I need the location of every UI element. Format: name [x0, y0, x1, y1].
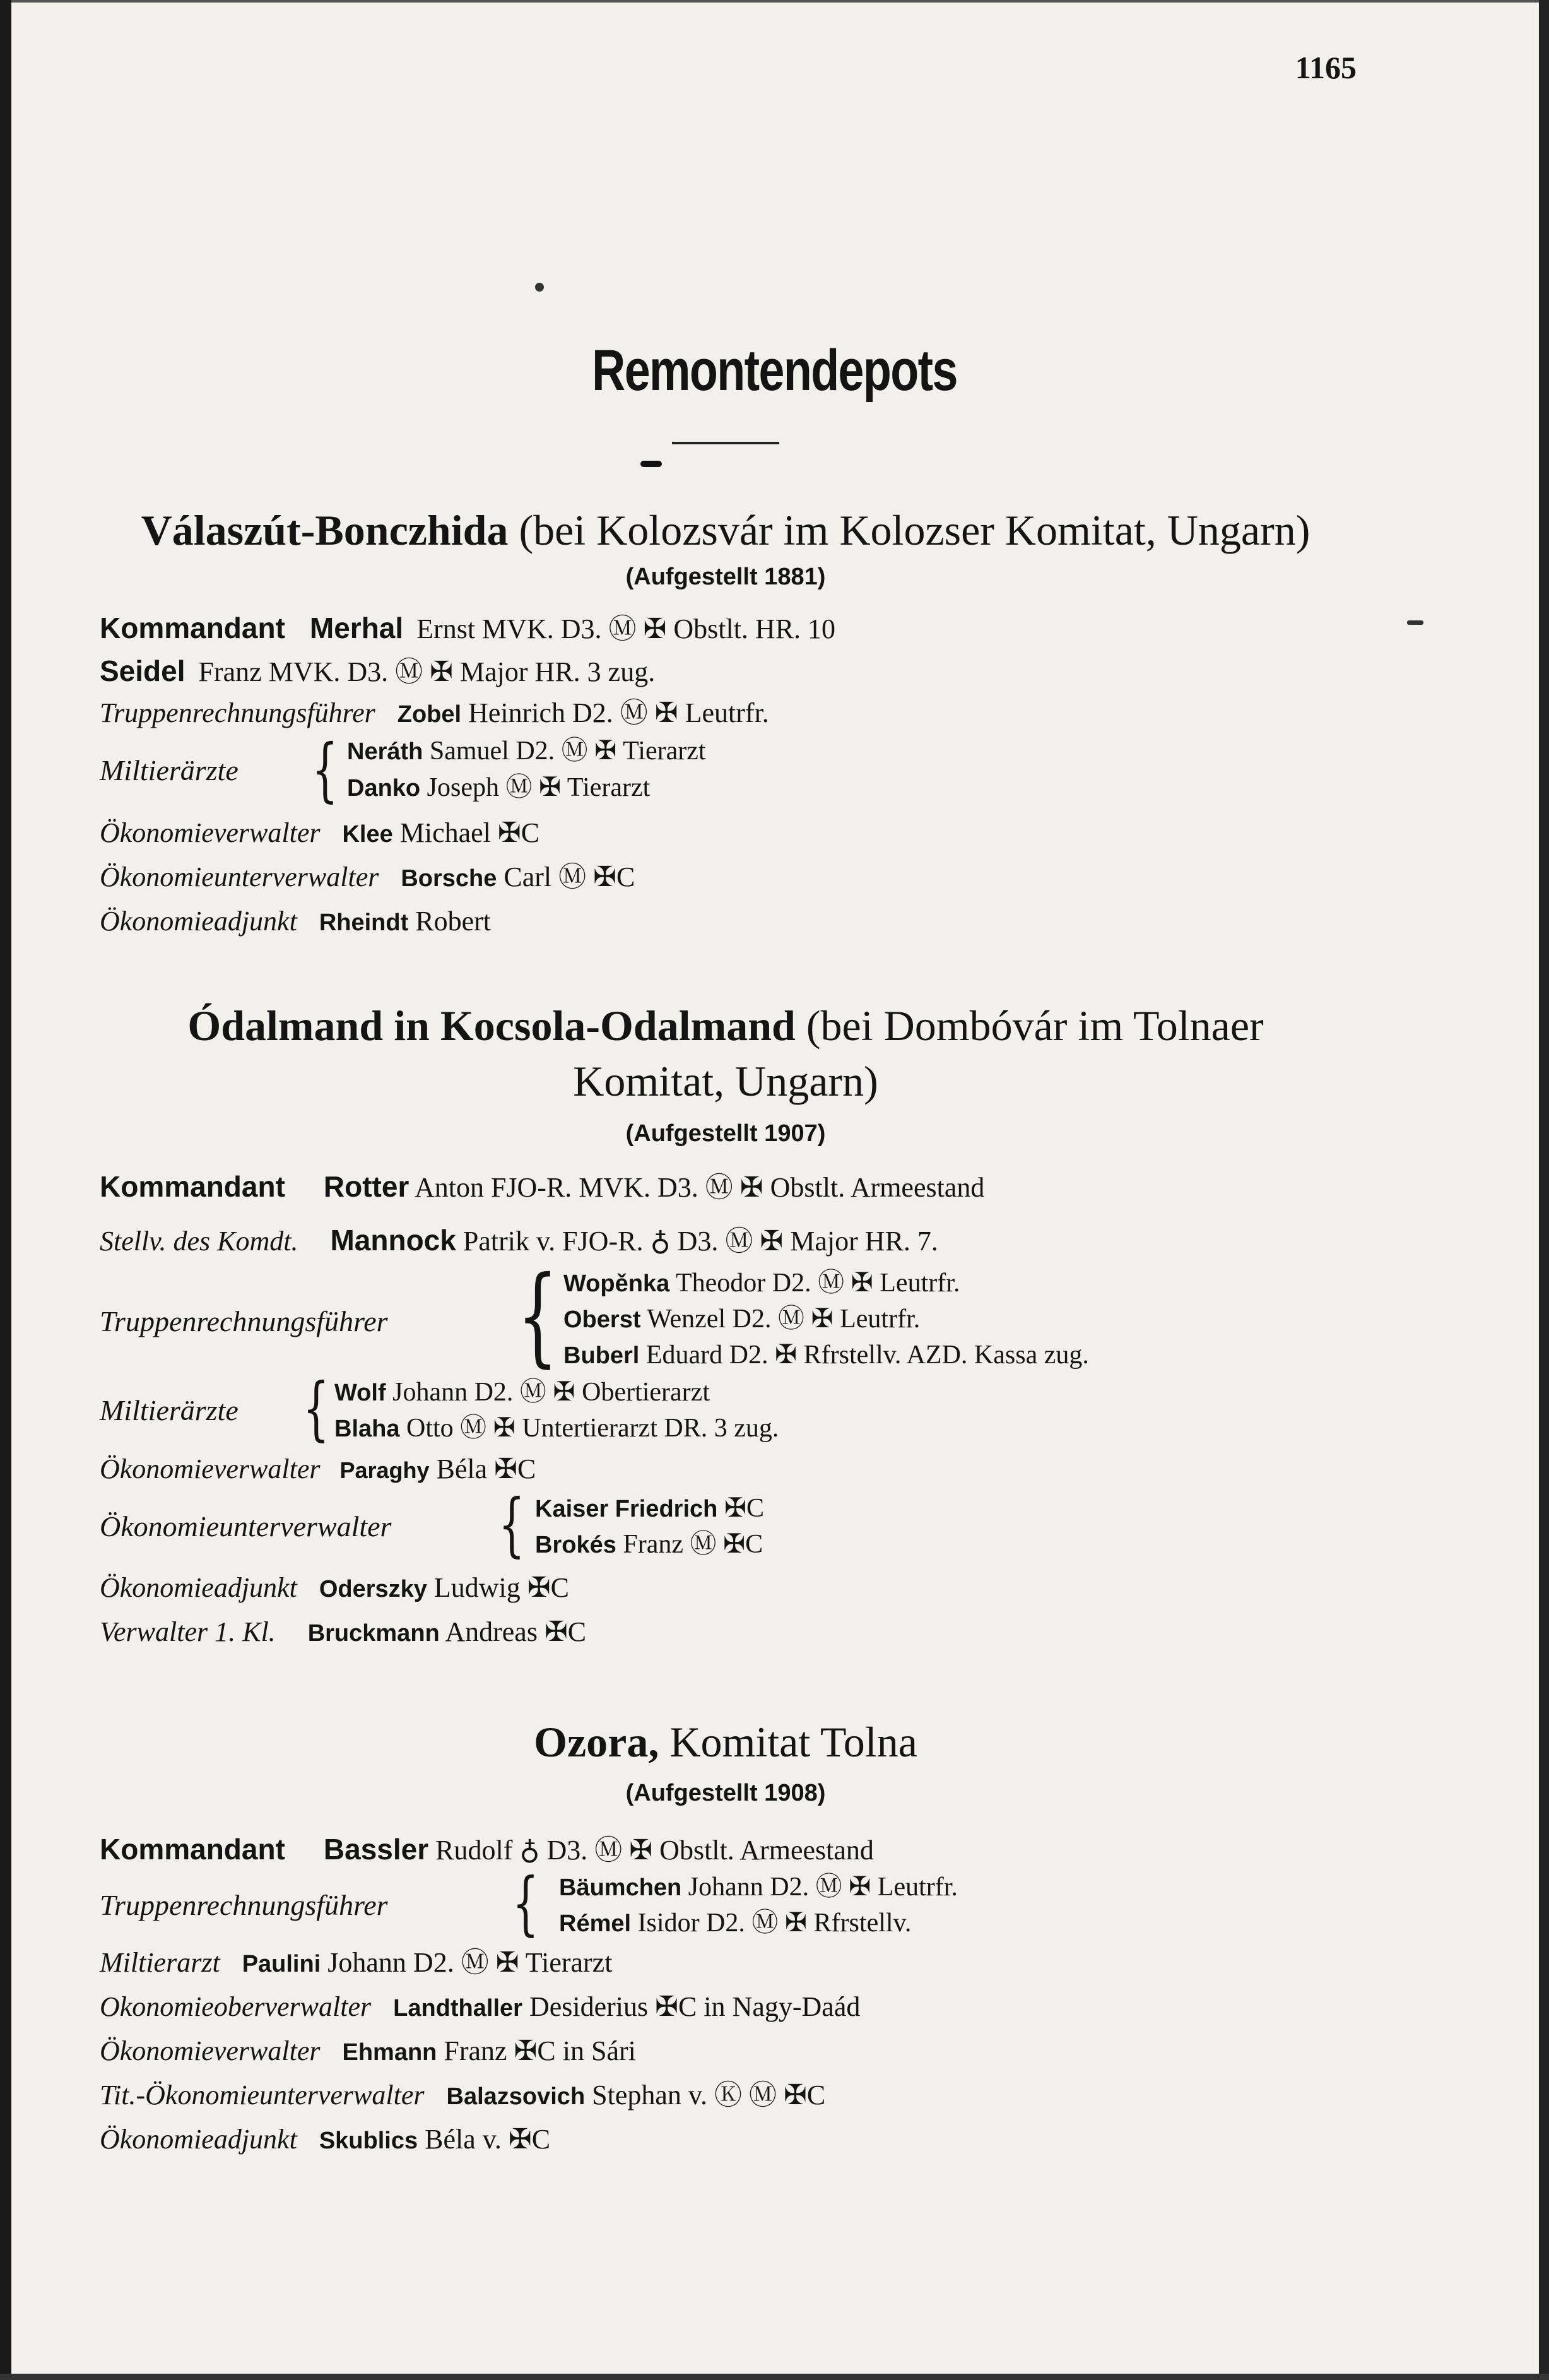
entry-row: Ökonomieverwalter Klee Michael ✠C — [100, 817, 540, 848]
scan-bottom-edge — [0, 2374, 1549, 2380]
section-heading: Ódalmand in Kocsola-Odalmand (bei Dombóvár im Tolnaer — [187, 1002, 1264, 1050]
brace: { — [312, 729, 338, 810]
brace-line: Blaha Otto Ⓜ ✠ Untertierarzt DR. 3 zug. — [334, 1414, 779, 1443]
brace-group: Truppenrechnungsführer { Wopěnka Theodor D2. Ⓜ ✠ Leutrfr. Oberst Wenzel D2. Ⓜ ✠ Leutrfr. Buberl Eduard D2. ✠ Rfrstellv. AZD. Kassa zug. — [100, 1253, 1089, 1378]
brace-line: Oberst Wenzel D2. Ⓜ ✠ Leutrfr. — [563, 1305, 921, 1334]
page-title: Remontendepots — [592, 338, 957, 403]
section-established: (Aufgestellt 1908) — [625, 1780, 826, 1806]
section-heading: Válaszút-Bonczhida (bei Kolozsvár im Kolozser Komitat, Ungarn) — [141, 506, 1310, 554]
scan-left-edge — [0, 0, 11, 2380]
title-dash — [640, 461, 662, 467]
brace-group: Truppenrechnungsführer { Bäumchen Johann D2. Ⓜ ✠ Leutrfr. Rémel Isidor D2. Ⓜ ✠ Rfrstellv. — [100, 1862, 958, 1943]
entry-row: Tit.-Ökonomieunterverwalter Balazsovich Stephan v. Ⓚ Ⓜ ✠C — [100, 2080, 826, 2111]
entry-row: Ökonomieverwalter Ehmann Franz ✠C in Sári — [100, 2035, 636, 2066]
entry-row: Ökonomieadjunkt Oderszky Ludwig ✠C — [100, 1572, 569, 1603]
entry-row: Ökonomieverwalter Paraghy Béla ✠C — [100, 1453, 536, 1484]
brace-group: Miltierärzte { Neráth Samuel D2. Ⓜ ✠ Tierarzt Danko Joseph Ⓜ ✠ Tierarzt — [100, 729, 706, 810]
entry-row: Ökonomieadjunkt Skublics Béla v. ✠C — [100, 2124, 551, 2155]
brace: { — [498, 1484, 525, 1565]
entry-row: Kommandant Rotter Anton FJO-R. MVK. D3. Ⓜ ✠ Obstlt. Armeestand — [100, 1170, 985, 1203]
entry-row: Ökonomieadjunkt Rheindt Robert — [100, 906, 492, 937]
section-established: (Aufgestellt 1881) — [625, 564, 826, 590]
brace: { — [512, 1862, 539, 1943]
entry-row: Miltierarzt Paulini Johann D2. Ⓜ ✠ Tierarzt — [100, 1947, 613, 1978]
brace-line: Wopěnka Theodor D2. Ⓜ ✠ Leutrfr. — [563, 1269, 960, 1298]
brace-line: Rémel Isidor D2. Ⓜ ✠ Rfrstellv. — [559, 1909, 912, 1938]
ink-spot — [1407, 620, 1423, 625]
entry-row: Ökonomieunterverwalter Borsche Carl Ⓜ ✠C — [100, 861, 635, 892]
ink-spot — [535, 283, 544, 292]
brace-line: Danko Joseph Ⓜ ✠ Tierarzt — [347, 773, 651, 802]
brace-line: Wolf Johann D2. Ⓜ ✠ Obertierarzt — [334, 1378, 710, 1407]
brace: { — [303, 1368, 329, 1448]
entry-row: Kommandant Bassler Rudolf ♁ D3. Ⓜ ✠ Obstlt. Armeestand — [100, 1833, 874, 1866]
entry-row: Verwalter 1. Kl. Bruckmann Andreas ✠C — [100, 1616, 587, 1647]
brace-line: Brokés Franz Ⓜ ✠C — [535, 1530, 763, 1559]
title-rule — [672, 442, 779, 444]
entry-row: Okonomieoberverwalter Landthaller Desiderius ✠C in Nagy-Daád — [100, 1991, 861, 2022]
section-heading-line2: Komitat, Ungarn) — [573, 1057, 878, 1105]
section-established: (Aufgestellt 1907) — [625, 1120, 826, 1147]
entry-row: Stellv. des Komdt. Mannock Patrik v. FJO-R. ♁ D3. Ⓜ ✠ Major HR. 7. — [100, 1224, 938, 1257]
page-number: 1165 — [1295, 50, 1357, 85]
brace-line: Buberl Eduard D2. ✠ Rfrstellv. AZD. Kassa zug. — [563, 1341, 1089, 1370]
entry-row: Truppenrechnungsführer Zobel Heinrich D2. Ⓜ ✠ Leutrfr. — [100, 697, 769, 728]
brace-line: Kaiser Friedrich ✠C — [535, 1494, 765, 1523]
brace-line: Neráth Samuel D2. Ⓜ ✠ Tierarzt — [347, 737, 706, 766]
brace: { — [517, 1253, 558, 1378]
brace-group: Ökonomieunterverwalter { Kaiser Friedrich ✠C Brokés Franz Ⓜ ✠C — [100, 1484, 765, 1565]
brace-line: Bäumchen Johann D2. Ⓜ ✠ Leutrfr. — [559, 1873, 958, 1902]
brace-group: Miltierärzte { Wolf Johann D2. Ⓜ ✠ Obertierarzt Blaha Otto Ⓜ ✠ Untertierarzt DR. 3 zug. — [100, 1368, 779, 1448]
entry-row: Seidel Franz MVK. D3. Ⓜ ✠ Major HR. 3 zug. — [100, 654, 656, 687]
section-heading: Ozora, Komitat Tolna — [534, 1718, 917, 1766]
scan-top-edge — [11, 0, 1539, 3]
entry-row: Kommandant Merhal Ernst MVK. D3. Ⓜ ✠ Obstlt. HR. 10 — [100, 612, 836, 644]
scan-right-edge — [1539, 0, 1549, 2380]
